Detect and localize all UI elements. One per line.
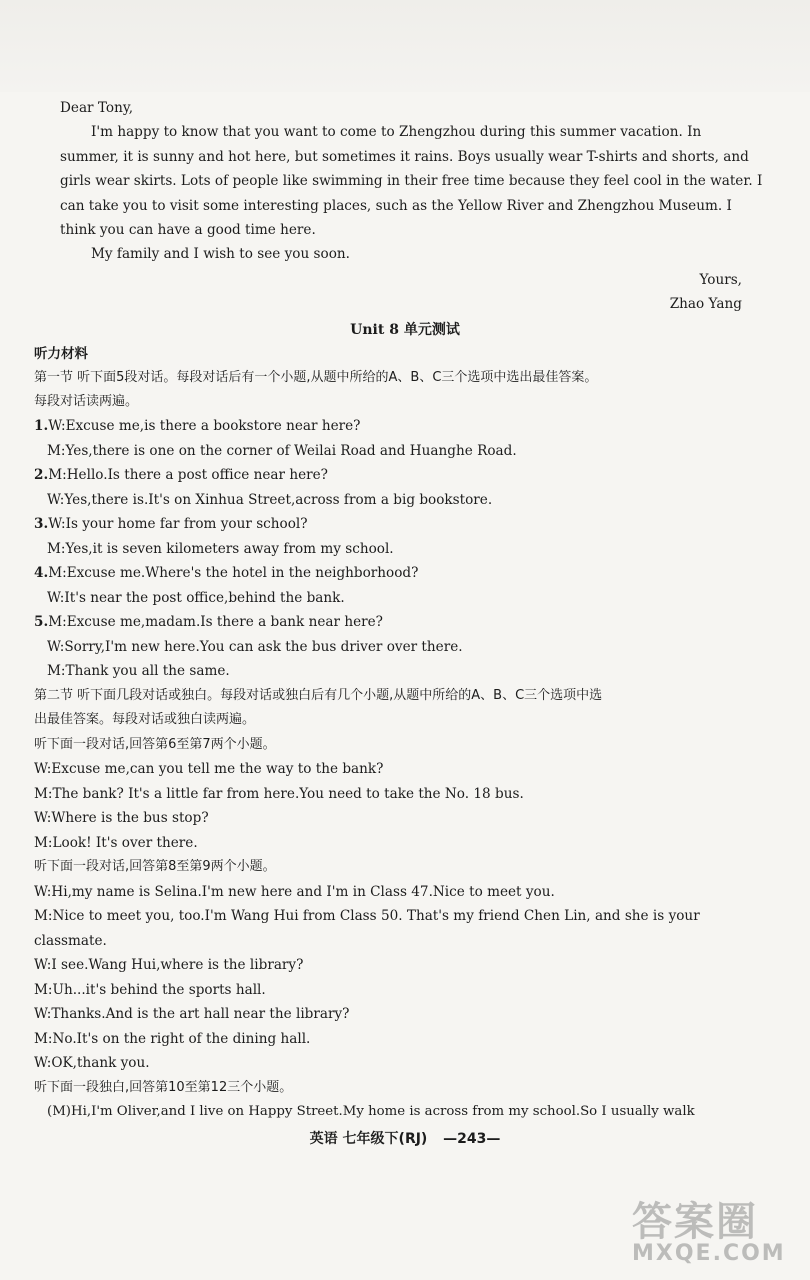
- watermark-url: MXQE.COM: [632, 1241, 786, 1266]
- letter-signoff: Yours,: [699, 272, 742, 288]
- unit-title: Unit 8 单元测试: [350, 322, 460, 338]
- letter-closing-line: My family and I wish to see you soon.: [91, 246, 350, 262]
- dialogue-line: classmate.: [34, 933, 107, 949]
- part2-instructions: 第二节 听下面几段对话或独白。每段对话或独白后有几个小题,从题中所给的A、B、C三个选项中选: [34, 688, 603, 703]
- dialogue-line: W:Yes,there is.It's on Xinhua Street,across from a big bookstore.: [47, 492, 493, 508]
- dialogue-intro: 听下面一段对话,回答第8至第9两个小题。: [34, 859, 276, 874]
- part1-instructions: 每段对话读两遍。: [34, 394, 139, 409]
- dialogue-line: W:OK,thank you.: [34, 1055, 150, 1071]
- part2-instructions: 出最佳答案。每段对话或独白读两遍。: [34, 712, 256, 727]
- letter-greeting: Dear Tony,: [60, 100, 134, 116]
- watermark-logo: [632, 1190, 792, 1274]
- part1-instructions: 第一节 听下面5段对话。每段对话后有一个小题,从题中所给的A、B、C三个选项中选出最佳答案。: [34, 370, 598, 385]
- dialogue-line: M:Yes,it is seven kilometers away from my school.: [47, 541, 394, 557]
- question-number: 2.: [34, 467, 49, 483]
- page-number: —243—: [443, 1131, 501, 1147]
- dialogue-line: M:The bank? It's a little far from here.You need to take the No. 18 bus.: [34, 786, 524, 802]
- letter-body-line: I'm happy to know that you want to come to Zhengzhou during this summer vacation. In: [91, 124, 702, 140]
- question-number: 1.: [34, 418, 49, 434]
- monologue-line: (M)Hi,I'm Oliver,and I live on Happy Street.My home is across from my school.So I usually walk: [47, 1104, 695, 1119]
- dialogue-line: W:Hi,my name is Selina.I'm new here and I'm in Class 47.Nice to meet you.: [34, 884, 555, 900]
- dialogue-line: 2.M:Hello.Is there a post office near here?: [34, 467, 328, 483]
- dialogue-line: M:Thank you all the same.: [47, 663, 230, 679]
- dialogue-line: 4.M:Excuse me.Where's the hotel in the neighborhood?: [34, 565, 419, 581]
- question-number: 3.: [34, 516, 49, 532]
- dialogue-line: M:Uh...it's behind the sports hall.: [34, 982, 266, 998]
- letter-body-line: can take you to visit some interesting places, such as the Yellow River and Zhengzhou Museum. I: [60, 198, 732, 214]
- letter-body-line: summer, it is sunny and hot here, but sometimes it rains. Boys usually wear T-shirts and shorts, and: [60, 149, 749, 165]
- dialogue-line: M:Look! It's over there.: [34, 835, 198, 851]
- dialogue-line: W:Excuse me,can you tell me the way to the bank?: [34, 761, 384, 777]
- question-number: 4.: [34, 565, 49, 581]
- dialogue-line: M:Yes,there is one on the corner of Weilai Road and Huanghe Road.: [47, 443, 517, 459]
- question-number: 5.: [34, 614, 49, 630]
- letter-body-line: girls wear skirts. Lots of people like swimming in their free time because they feel cool in the water. I: [60, 173, 763, 189]
- dialogue-intro: 听下面一段对话,回答第6至第7两个小题。: [34, 737, 276, 752]
- dialogue-line: M:Nice to meet you, too.I'm Wang Hui from Class 50. That's my friend Chen Lin, and she is your: [34, 908, 700, 924]
- dialogue-line: M:No.It's on the right of the dining hall.: [34, 1031, 311, 1047]
- dialogue-line: W:I see.Wang Hui,where is the library?: [34, 957, 304, 973]
- dialogue-intro: 听下面一段独白,回答第10至第12三个小题。: [34, 1080, 293, 1095]
- dialogue-line: W:It's near the post office,behind the bank.: [47, 590, 345, 606]
- dialogue-line: W:Sorry,I'm new here.You can ask the bus driver over there.: [47, 639, 463, 655]
- dialogue-line: 1.W:Excuse me,is there a bookstore near here?: [34, 418, 361, 434]
- dialogue-line: 5.M:Excuse me,madam.Is there a bank near here?: [34, 614, 383, 630]
- watermark-text: 答案圈: [632, 1199, 758, 1245]
- dialogue-line: W:Thanks.And is the art hall near the library?: [34, 1006, 350, 1022]
- dialogue-line: 3.W:Is your home far from your school?: [34, 516, 308, 532]
- dialogue-line: W:Where is the bus stop?: [34, 810, 209, 826]
- section-heading: 听力材料: [34, 346, 88, 362]
- letter-body-line: think you can have a good time here.: [60, 222, 316, 238]
- letter-signature: Zhao Yang: [669, 296, 742, 312]
- footer-subject: 英语 七年级下(RJ): [309, 1131, 428, 1147]
- page-footer: [0, 1128, 810, 1148]
